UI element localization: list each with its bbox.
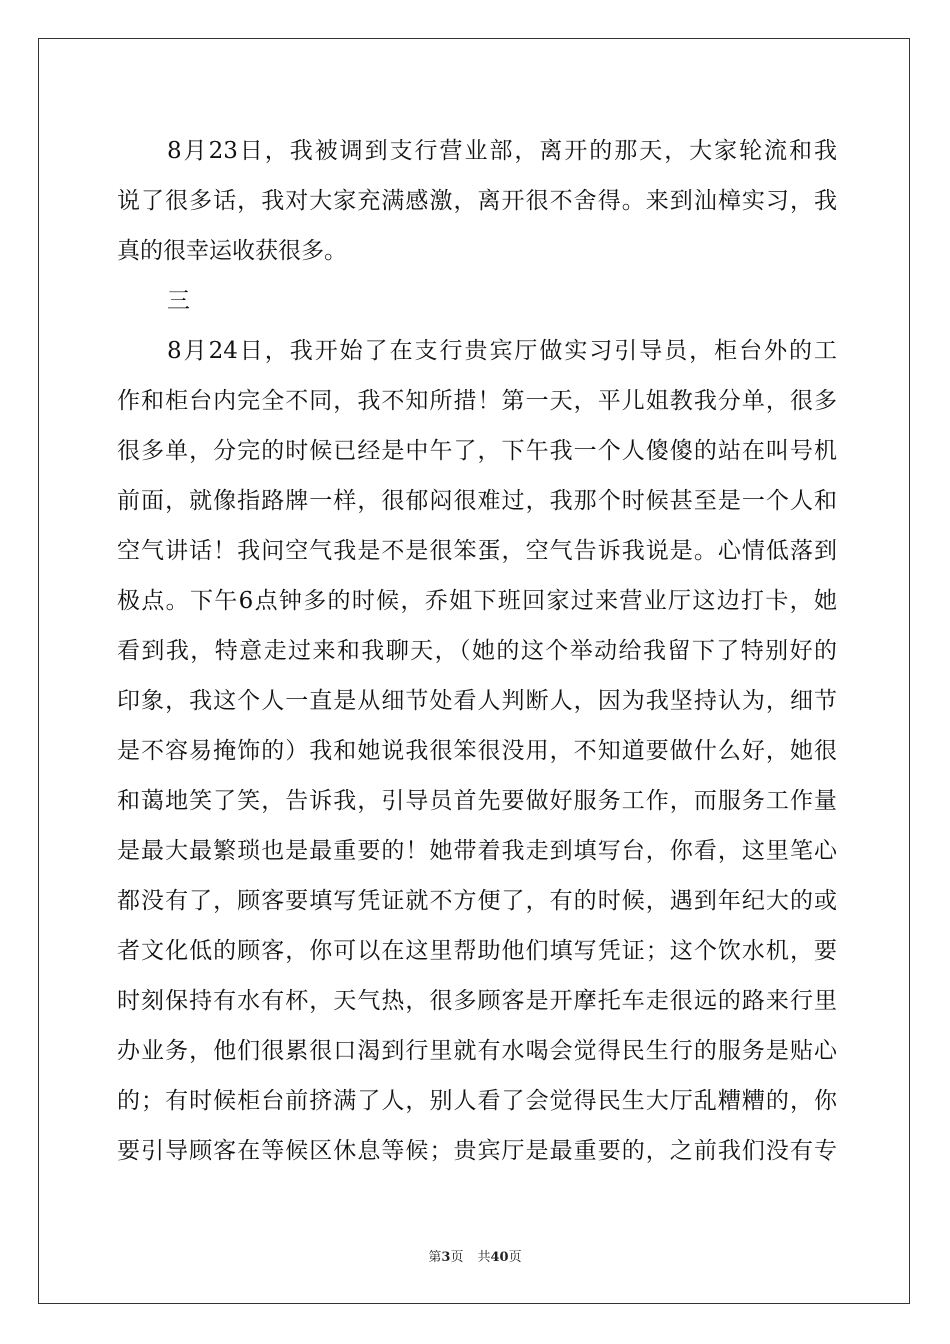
text-line: 真的很幸运收获很多。 — [117, 238, 347, 264]
text-line: 时刻保持有水有杯，天气热，很多顾客是开摩托车走很远的路来行里 — [117, 988, 837, 1014]
text-line: 都没有了，顾客要填写凭证就不方便了，有的时候，遇到年纪大的或 — [117, 888, 837, 914]
text-line: 者文化低的顾客，你可以在这里帮助他们填写凭证；这个饮水机，要 — [117, 938, 837, 964]
total-label-suffix: 页 — [508, 1250, 522, 1265]
page-label-prefix: 第 — [428, 1250, 442, 1265]
text-line: 办业务，他们很累很口渴到行里就有水喝会觉得民生行的服务是贴心 — [117, 1038, 837, 1064]
text-line: 很多单，分完的时候已经是中午了，下午我一个人傻傻的站在叫号机 — [117, 438, 837, 464]
page-footer — [0, 1246, 950, 1265]
text-line: 是不容易掩饰的）我和她说我很笨很没用，不知道要做什么好，她很 — [117, 738, 837, 764]
text-line: 8月23日，我被调到支行营业部，离开的那天，大家轮流和我 — [167, 138, 837, 164]
document-body — [117, 126, 837, 1176]
text-line: 印象，我这个人一直是从细节处看人判断人，因为我坚持认为，细节 — [117, 688, 837, 714]
page-label-suffix: 页 — [450, 1250, 464, 1265]
text-line: 要引导顾客在等候区休息等候；贵宾厅是最重要的，之前我们没有专 — [117, 1138, 837, 1164]
text-line: 极点。下午6点钟多的时候，乔姐下班回家过来营业厅这边打卡，她 — [117, 588, 837, 614]
text-line: 说了很多话，我对大家充满感激，离开很不舍得。来到汕樟实习，我 — [117, 188, 837, 214]
text-line: 作和柜台内完全不同，我不知所措！第一天，平儿姐教我分单，很多 — [117, 388, 837, 414]
text-line: 前面，就像指路牌一样，很郁闷很难过，我那个时候甚至是一个人和 — [117, 488, 837, 514]
text-line: 的；有时候柜台前挤满了人，别人看了会觉得民生大厅乱糟糟的，你 — [117, 1088, 837, 1114]
text-line: 空气讲话！我问空气我是不是很笨蛋，空气告诉我说是。心情低落到 — [117, 538, 837, 564]
text-line: 和蔼地笑了笑，告诉我，引导员首先要做好服务工作，而服务工作量 — [117, 788, 837, 814]
total-pages: 40 — [490, 1250, 509, 1265]
page-number: 3 — [441, 1250, 451, 1265]
text-line: 8月24日，我开始了在支行贵宾厅做实习引导员，柜台外的工 — [167, 338, 837, 364]
text-line: 看到我，特意走过来和我聊天，（她的这个举动给我留下了特别好的 — [117, 638, 837, 664]
text-line: 是最大最繁琐也是最重要的！她带着我走到填写台，你看，这里笔心 — [117, 838, 837, 864]
total-label-prefix: 共 — [477, 1250, 491, 1265]
section-heading: 三 — [167, 288, 190, 314]
